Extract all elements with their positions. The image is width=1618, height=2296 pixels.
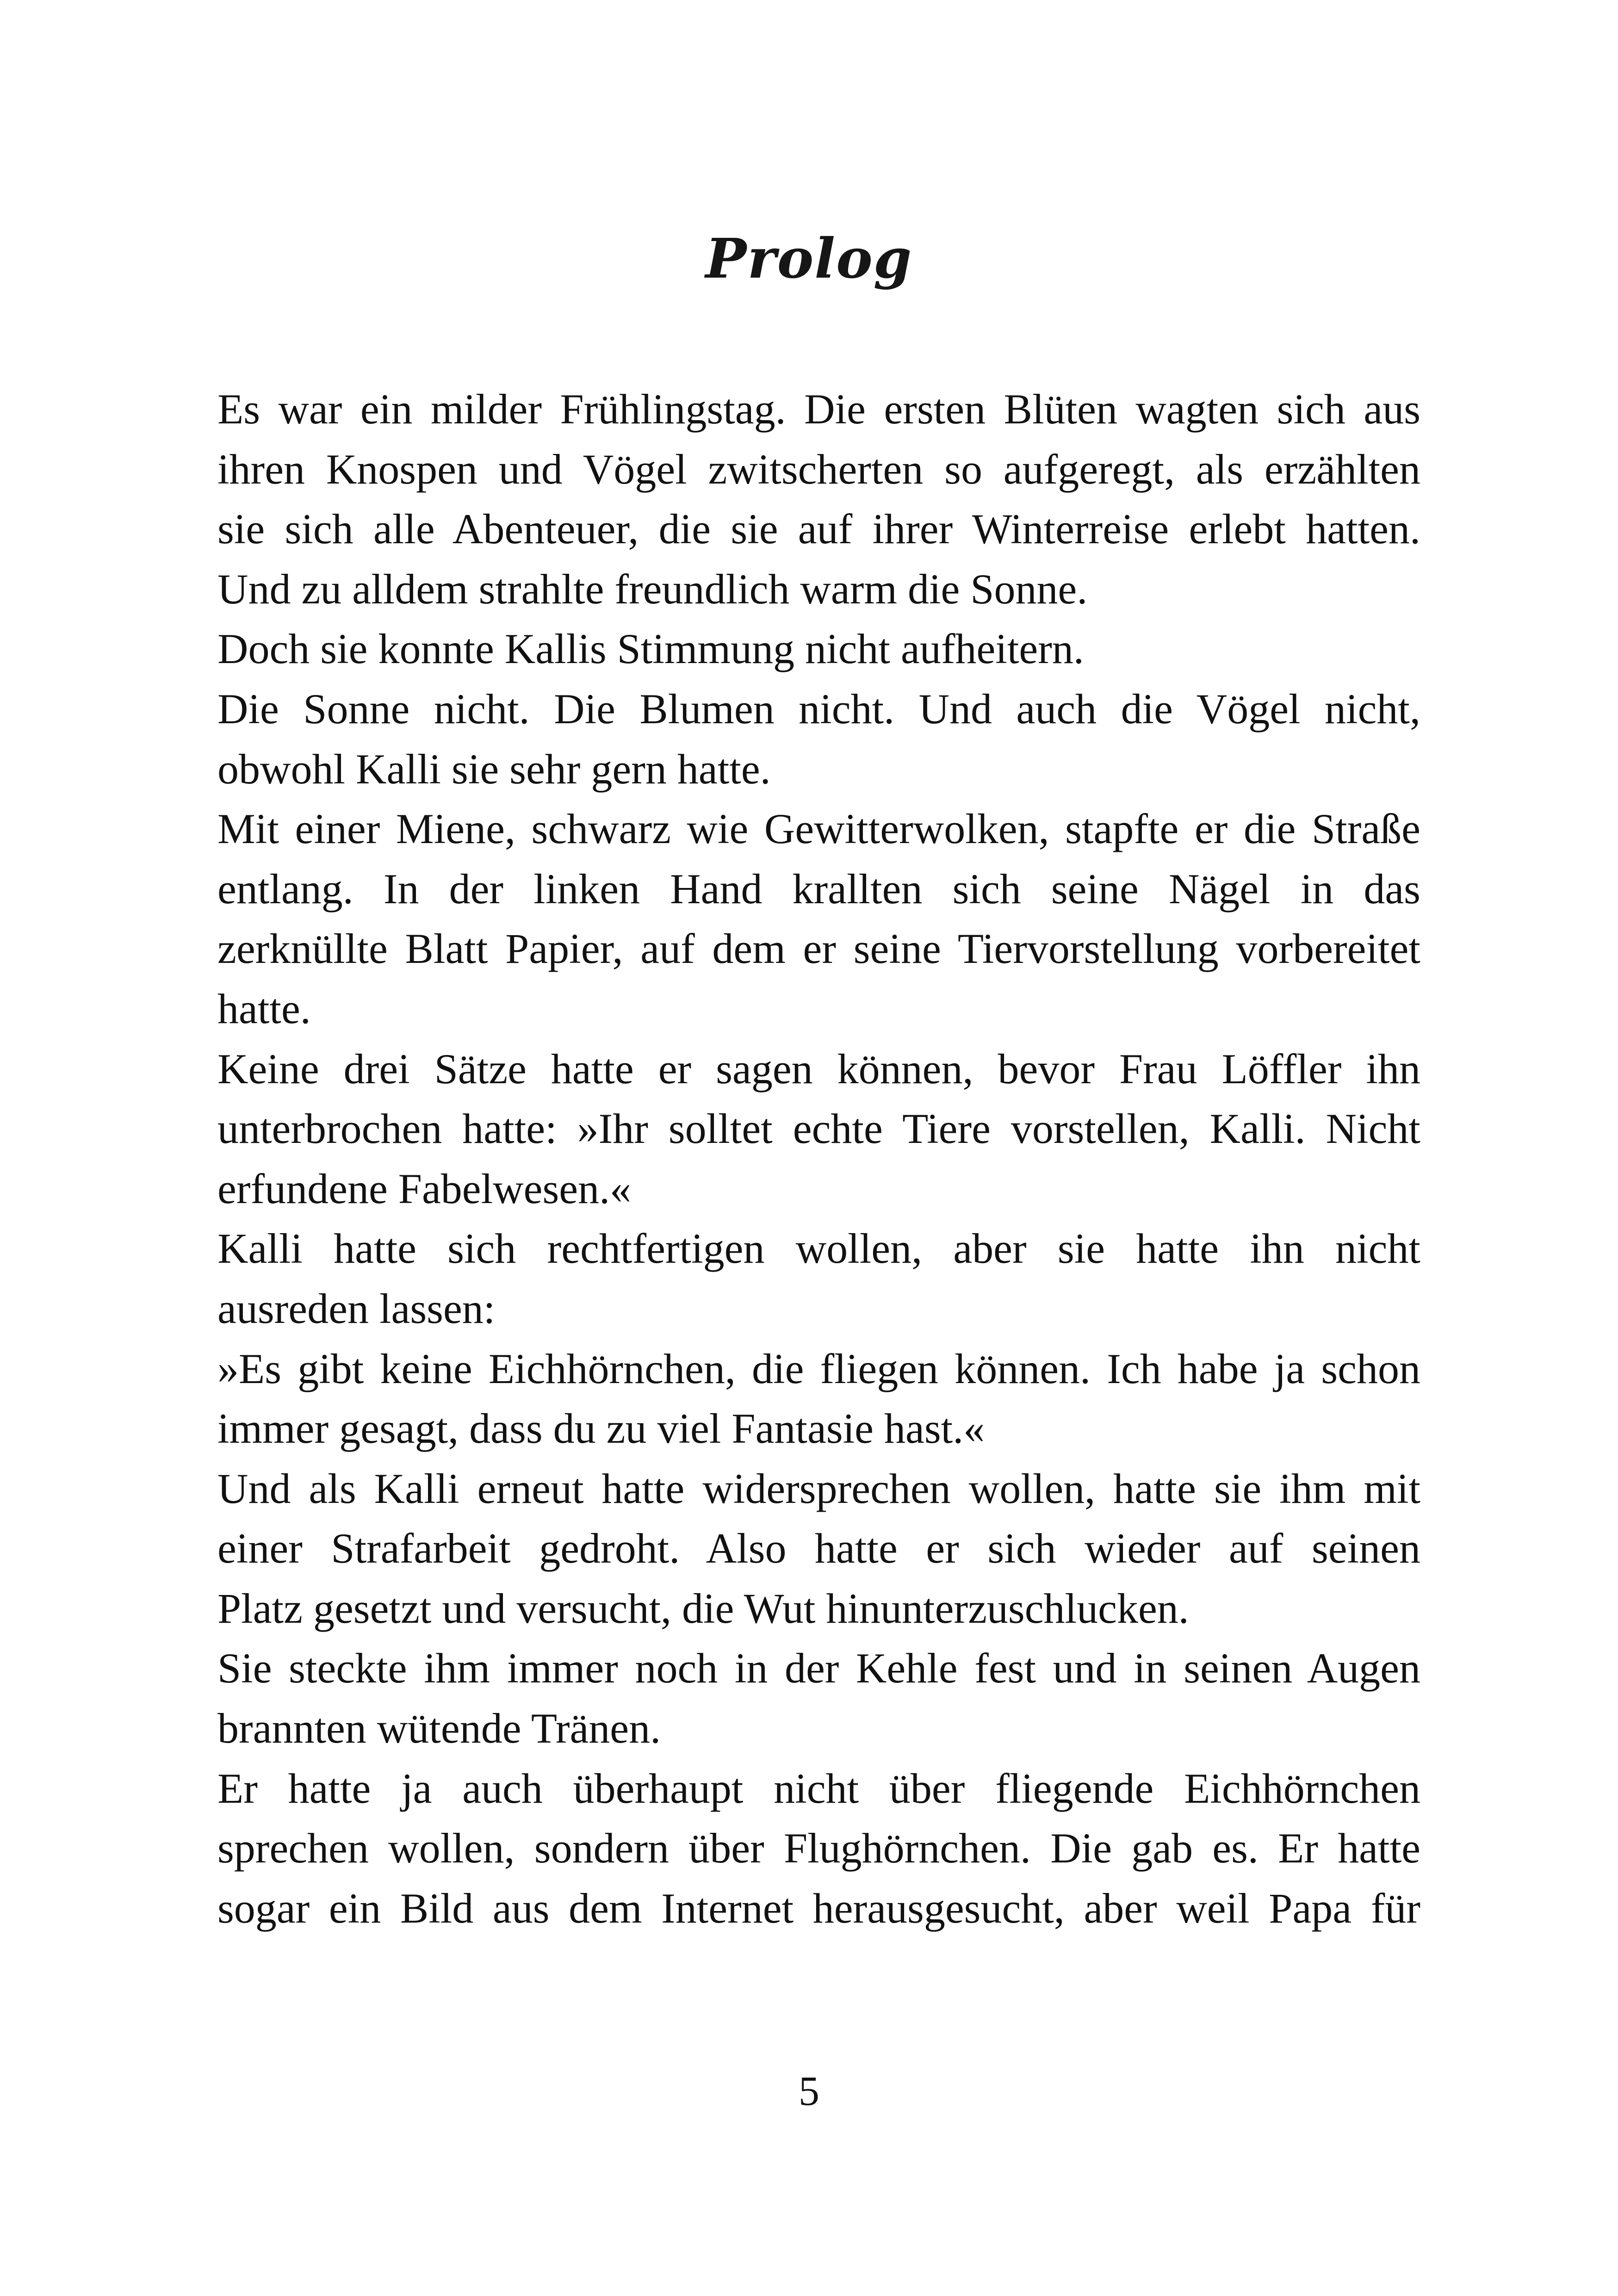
text-line: Es war ein milder Frühlingstag. Die ersten Blüten wagten sich aus xyxy=(217,385,1420,433)
text-line: Und als Kalli erneut hatte widersprechen wollen, hatte sie ihm mit xyxy=(217,1464,1420,1512)
text-line: Kalli hatte sich rechtfertigen wollen, aber sie hatte ihn nicht xyxy=(217,1225,1420,1272)
paragraph xyxy=(217,1459,1420,1639)
text-line: Doch sie konnte Kallis Stimmung nicht aufheitern. xyxy=(217,625,1084,673)
text-line: zerknüllte Blatt Papier, auf dem er seine Tiervorstellung vorbereitet xyxy=(217,925,1420,973)
text-line: brannten wütende Tränen. xyxy=(217,1705,661,1752)
text-line: ihren Knospen und Vögel zwitscherten so aufgeregt, als erzählten xyxy=(217,445,1420,493)
text-line: entlang. In der linken Hand krallten sich seine Nägel in das xyxy=(217,865,1420,912)
paragraph xyxy=(217,379,1420,619)
paragraph xyxy=(217,619,1420,679)
text-line: sprechen wollen, sondern über Flughörnchen. Die gab es. Er hatte xyxy=(217,1824,1420,1872)
text-line: ausreden lassen: xyxy=(217,1285,496,1332)
page-title: Prolog xyxy=(705,226,913,291)
paragraph xyxy=(217,1219,1420,1339)
text-line: Platz gesetzt und versucht, die Wut hinunterzuschlucken. xyxy=(217,1584,1189,1632)
text-line: Und zu alldem strahlte freundlich warm die Sonne. xyxy=(217,565,1088,613)
text-line: Mit einer Miene, schwarz wie Gewitterwolken, stapfte er die Straße xyxy=(217,805,1420,853)
page-number: 5 xyxy=(799,2068,819,2114)
paragraph xyxy=(217,1039,1420,1219)
text-line: hatte. xyxy=(217,985,311,1032)
text-line: einer Strafarbeit gedroht. Also hatte er sich wieder auf seinen xyxy=(217,1525,1420,1572)
paragraph xyxy=(217,679,1420,799)
paragraph xyxy=(217,1759,1420,1939)
text-line: Die Sonne nicht. Die Blumen nicht. Und auch die Vögel nicht, xyxy=(217,685,1420,732)
text-line: Er hatte ja auch überhaupt nicht über fliegende Eichhörnchen xyxy=(217,1764,1420,1812)
paragraph xyxy=(217,1638,1420,1758)
text-line: erfundene Fabelwesen.« xyxy=(217,1165,632,1212)
body-text xyxy=(217,379,1420,1938)
text-line: Sie steckte ihm immer noch in der Kehle fest und in seinen Augen xyxy=(217,1644,1420,1692)
text-line: »Es gibt keine Eichhörnchen, die fliegen können. Ich habe ja schon xyxy=(217,1345,1420,1392)
text-line: Keine drei Sätze hatte er sagen können, bevor Frau Löffler ihn xyxy=(217,1045,1420,1092)
text-line: obwohl Kalli sie sehr gern hatte. xyxy=(217,745,771,793)
text-line: sie sich alle Abenteuer, die sie auf ihrer Winterreise erlebt hatten. xyxy=(217,505,1420,553)
paragraph xyxy=(217,1339,1420,1459)
paragraph xyxy=(217,799,1420,1039)
text-line: unterbrochen hatte: »Ihr solltet echte Tiere vorstellen, Kalli. Nicht xyxy=(217,1105,1420,1153)
text-line: immer gesagt, dass du zu viel Fantasie hast.« xyxy=(217,1405,985,1452)
text-line: sogar ein Bild aus dem Internet herausgesucht, aber weil Papa für xyxy=(217,1884,1420,1932)
